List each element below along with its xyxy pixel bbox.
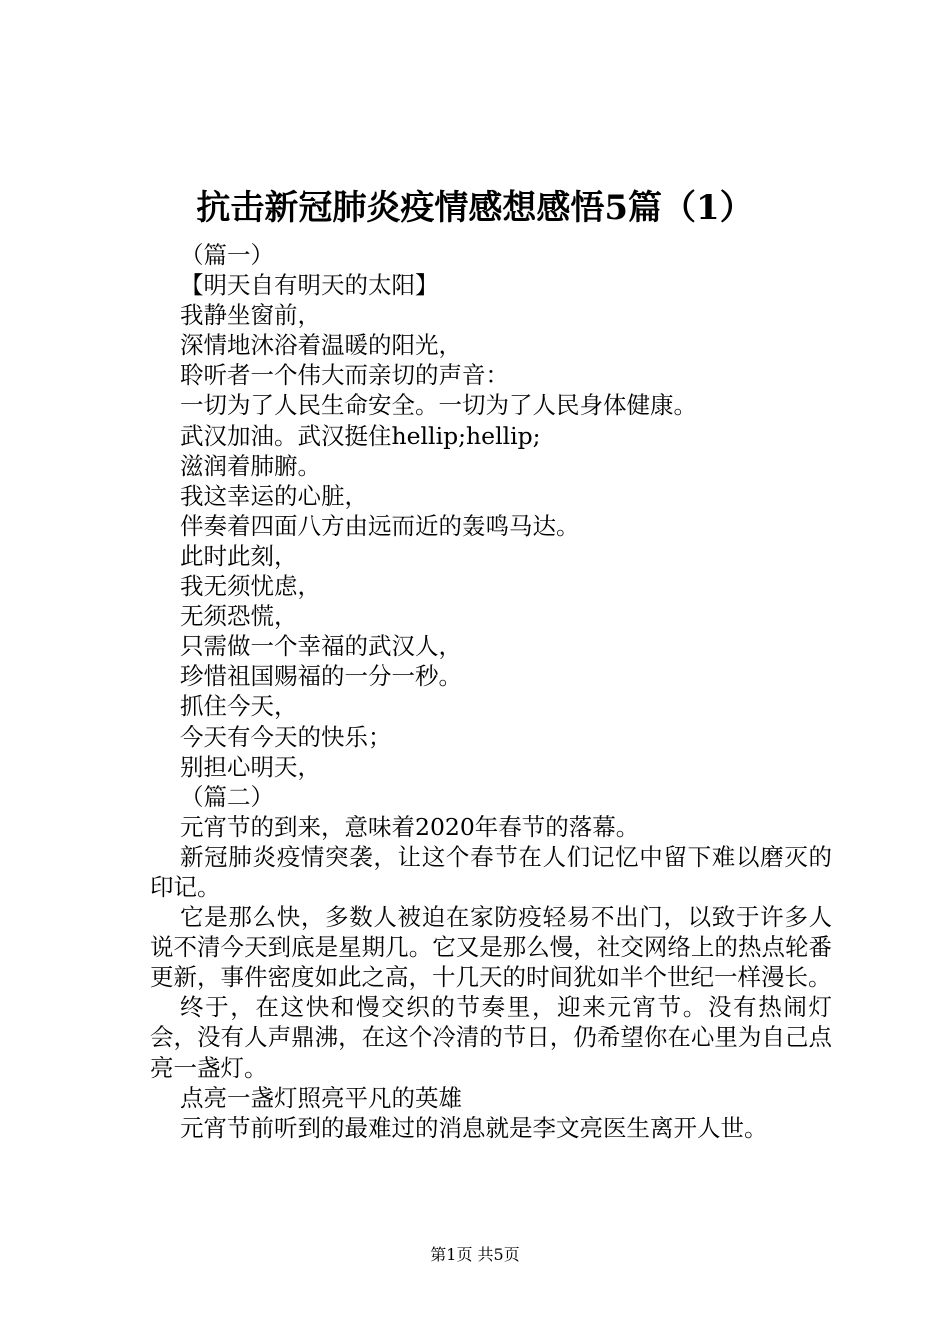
document-title: 抗击新冠肺炎疫情感想感悟5篇（1）: [196, 188, 754, 228]
text-line: 只需做一个幸福的武汉人，: [180, 632, 462, 661]
text-line: 我静坐窗前，: [180, 301, 321, 330]
text-line: （篇一）: [180, 241, 274, 269]
text-line: 抓住今天，: [180, 692, 298, 721]
text-line: 元宵节的到来，意味着2020年春节的落幕。: [180, 812, 640, 841]
text-line: 深情地沐浴着温暖的阳光，: [180, 331, 462, 360]
text-line: 此时此刻，: [180, 541, 298, 570]
text-line: 无须恐慌，: [180, 602, 298, 631]
document-body: [150, 240, 832, 1143]
paragraph: 终于，在这快和慢交织的节奏里，迎来元宵节。没有热闹灯会，没有人声鼎沸，在这个冷清的节日，仍希望你在心里为自己点亮一盏灯。: [150, 993, 832, 1082]
paragraph: 元宵节前听到的最难过的消息就是李文亮医生离开人世。: [180, 1113, 768, 1142]
text-line: 伴奏着四面八方由远而近的轰鸣马达。: [180, 511, 580, 540]
text-line: 我无须忧虑，: [180, 572, 321, 601]
text-line: 滋润着肺腑。: [180, 451, 321, 480]
page-footer: 第1页 共5页: [430, 1245, 520, 1264]
text-line: 今天有今天的快乐；: [180, 722, 392, 751]
text-line: 聆听者一个伟大而亲切的声音：: [180, 361, 509, 390]
text-line: （篇二）: [180, 782, 274, 811]
text-line: 我这幸运的心脏，: [180, 481, 368, 510]
text-line: 珍惜祖国赐福的一分一秒。: [180, 662, 462, 691]
paragraph: 它是那么快，多数人被迫在家防疫轻易不出门，以致于许多人说不清今天到底是星期几。它又是那么慢，社交网络上的热点轮番更新，事件密度如此之高，十几天的时间犹如半个世纪一样漫长。: [150, 903, 832, 992]
text-line: 一切为了人民生命安全。一切为了人民身体健康。: [180, 391, 697, 420]
subheading: 点亮一盏灯照亮平凡的英雄: [180, 1083, 462, 1112]
paragraph: 新冠肺炎疫情突袭，让这个春节在人们记忆中留下难以磨灭的印记。: [150, 842, 832, 901]
text-line: 武汉加油。武汉挺住hellip;hellip;: [180, 421, 541, 450]
text-line: 别担心明天，: [180, 752, 321, 781]
text-line: 【明天自有明天的太阳】: [180, 271, 439, 300]
